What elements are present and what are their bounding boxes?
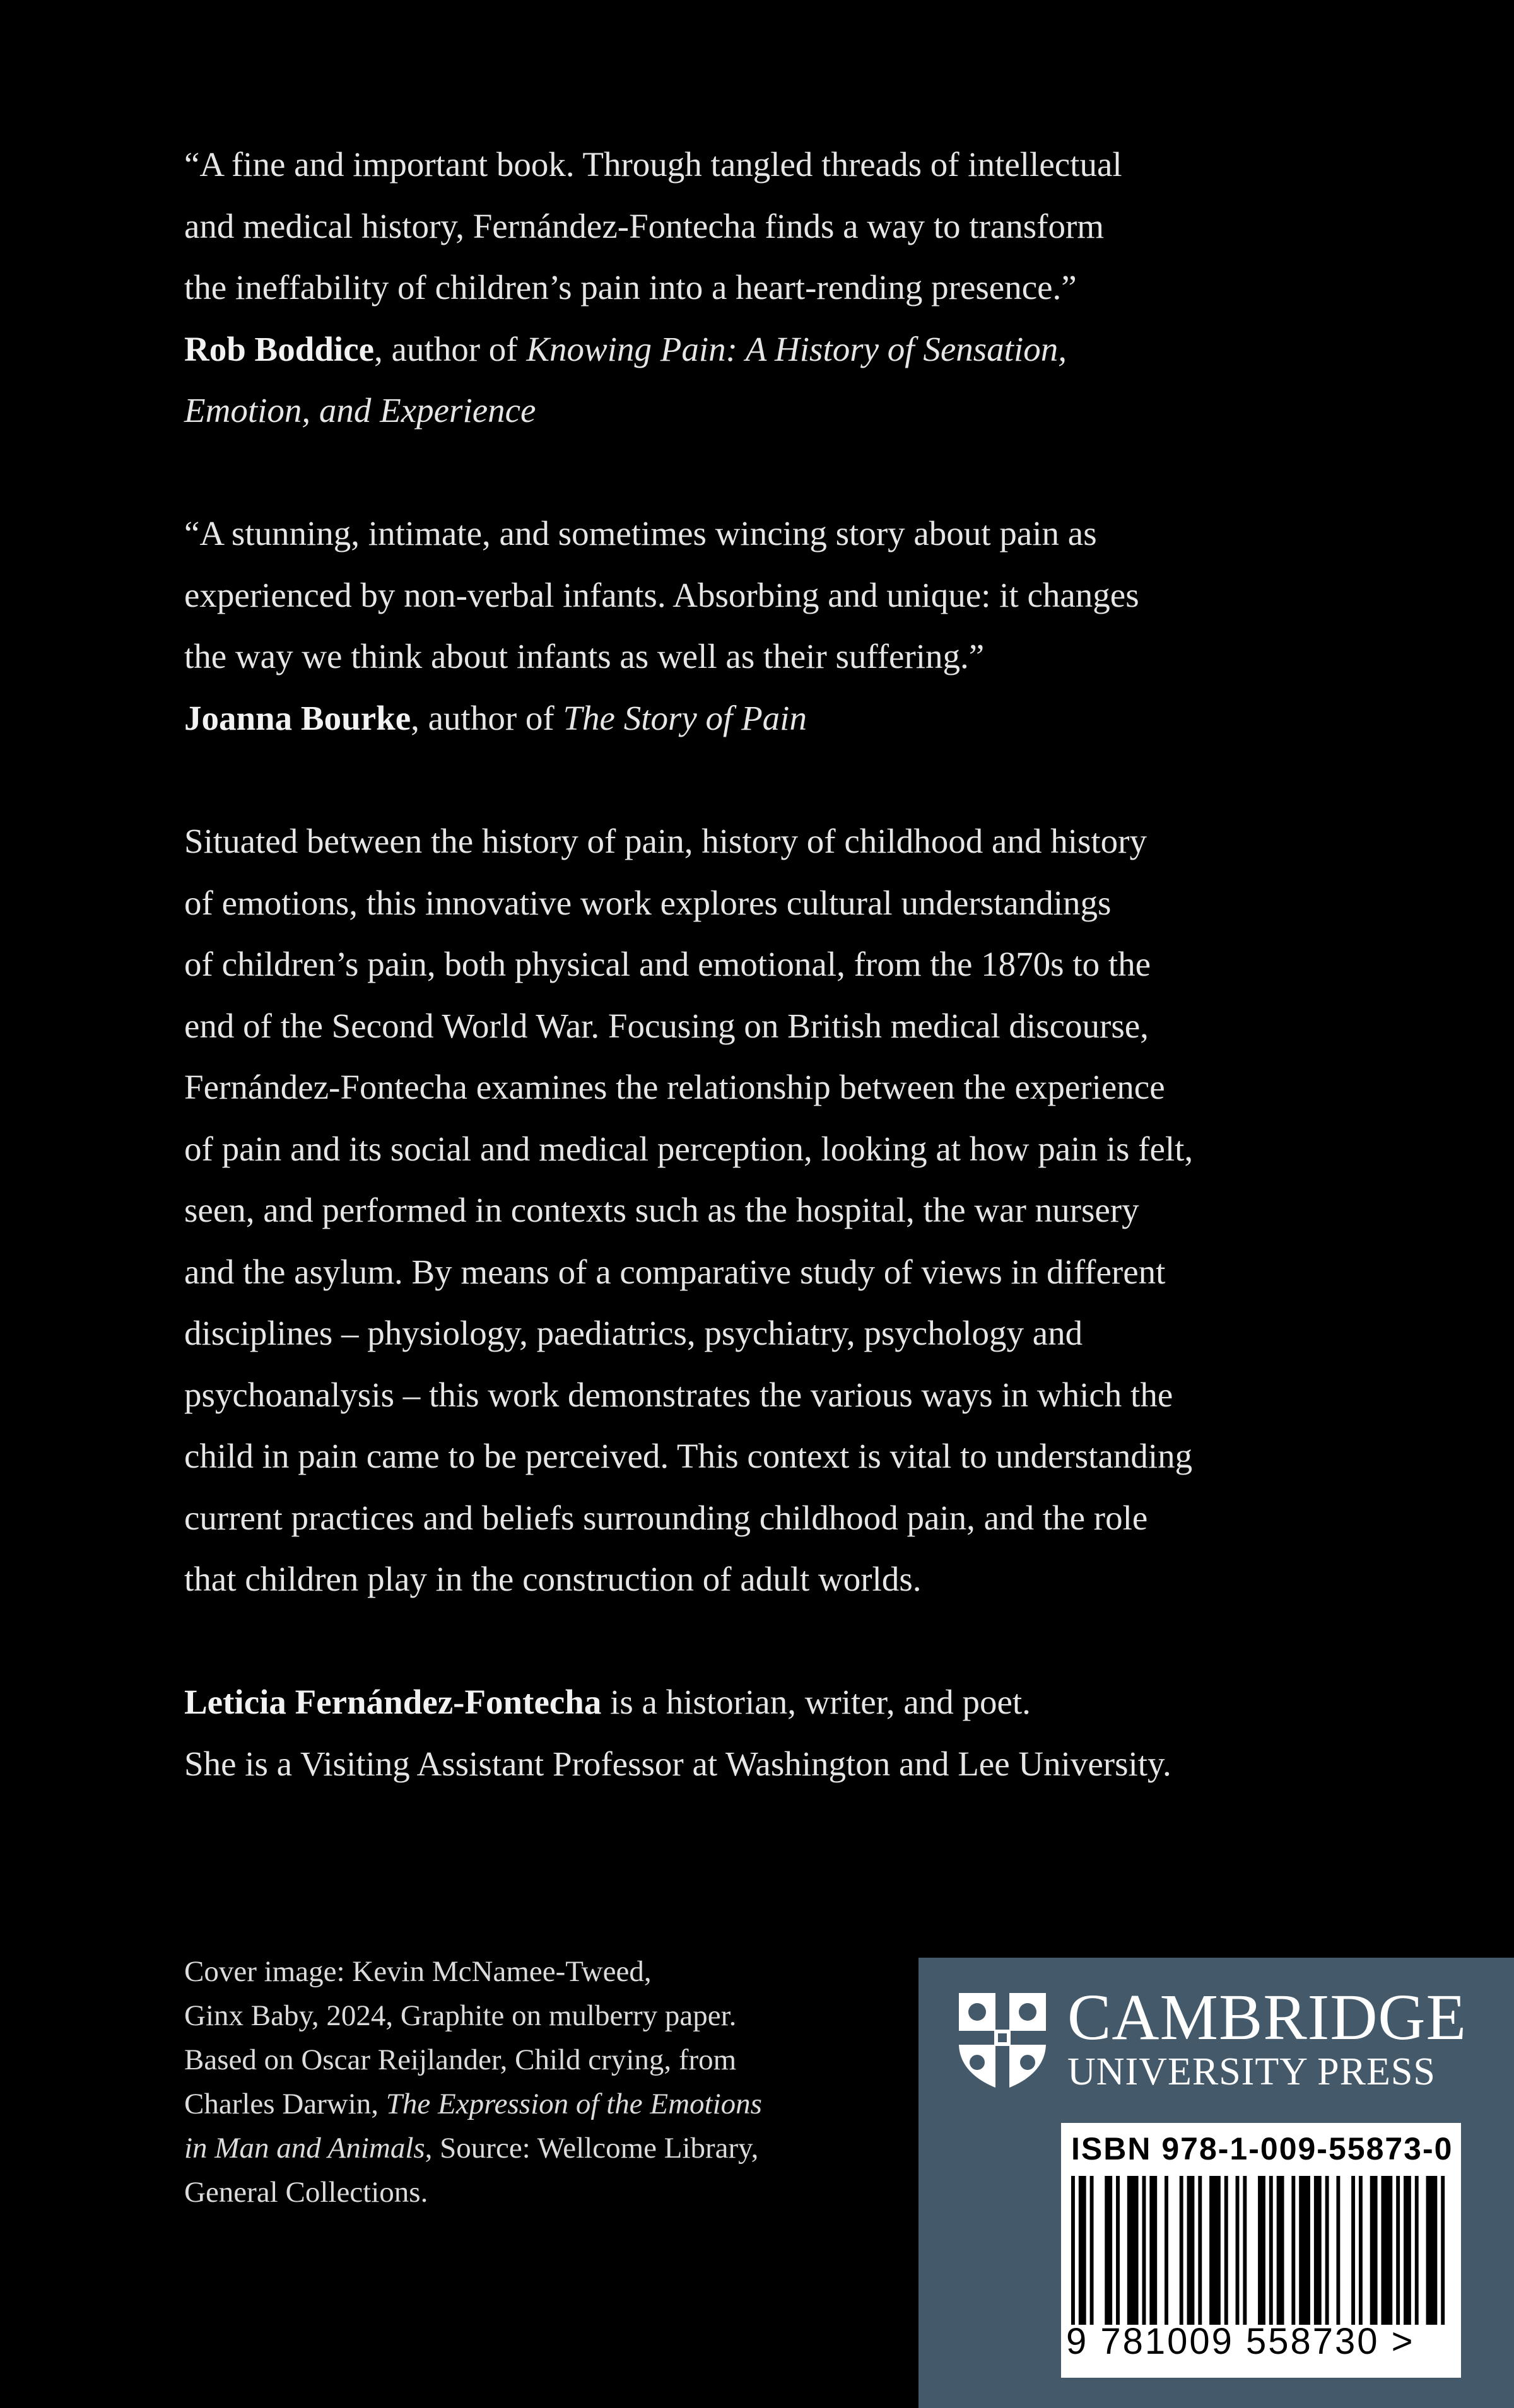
barcode [1061,2123,1461,2378]
bio-line [184,1671,1383,1733]
credit-line: Based on Oscar Reijlander, Child crying, from [184,2043,737,2076]
description-line: Situated between the history of pain, history of childhood and history [184,822,1147,860]
barcode-bar [1127,2176,1139,2325]
credit-line: General Collections. [184,2176,428,2209]
quote-text-line: the ineffability of children’s pain into a heart-rending presence.” [184,268,1077,307]
barcode-bar [1381,2176,1392,2325]
barcode-bar [1277,2176,1284,2325]
publisher-name: CAMBRIDGE [1067,1981,1467,2054]
endorser-book-title-cont: Emotion, and Experience [184,391,536,430]
barcode-bar [1090,2176,1094,2325]
barcode-bar [1291,2176,1295,2325]
description-line: end of the Second World War. Focusing on British medical discourse, [184,1006,1149,1045]
attribution-text: , author of [411,698,563,737]
endorsement-quote-1 [184,134,1383,441]
barcode-bar [1187,2176,1195,2325]
barcode-bar [1079,2176,1086,2325]
barcode-bar [1209,2176,1221,2325]
barcode-bar [1142,2176,1146,2325]
barcode-bar [1404,2176,1411,2325]
barcode-bar [1396,2176,1400,2325]
barcode-bar [1105,2176,1112,2325]
credit-book-title-cont: in Man and Animals [184,2132,425,2165]
barcode-bar [1351,2176,1355,2325]
description-line: disciplines – physiology, paediatrics, psychiatry, psychology and [184,1314,1083,1352]
quote-attribution-cont [184,380,1383,441]
barcode-bar [1165,2176,1168,2325]
credit-book-title: The Expression of the Emotions [385,2088,762,2120]
barcode-bar [1258,2176,1265,2325]
quote-text-line: experienced by non-verbal infants. Absorbing and unique: it changes [184,575,1139,614]
author-bio [184,1671,1383,1794]
quote-attribution [184,319,1383,380]
barcode-bar [1415,2176,1419,2325]
quote-attribution [184,687,1383,749]
credit-line: Cover image: Kevin McNamee-Tweed, [184,1955,652,1988]
description-line: current practices and beliefs surrounding childhood pain, and the role [184,1498,1148,1537]
cover-image-credit [184,1949,853,2214]
author-name: Leticia Fernández-Fontecha [184,1683,602,1721]
isbn-label: ISBN 978-1-009-55873-0 [1071,2131,1453,2166]
description-line: and the asylum. By means of a comparative study of views in different [184,1252,1166,1291]
description-line: of pain and its social and medical perception, looking at how pain is felt, [184,1129,1194,1168]
description-line: that children play in the construction of adult worlds. [184,1560,922,1598]
quote-text-line: “A fine and important book. Through tangled threads of intellectual [184,145,1122,184]
credit-text: , Source: Wellcome Library, [425,2132,759,2165]
quote-text-line: and medical history, Fernández-Fontecha finds a way to transform [184,206,1105,245]
endorser-name: Rob Boddice [184,329,375,368]
barcode-bar [1325,2176,1329,2325]
description-line: seen, and performed in contexts such as the hospital, the war nursery [184,1191,1139,1229]
description-line: of emotions, this innovative work explores cultural understandings [184,883,1112,922]
barcode-bar [1359,2176,1363,2325]
barcode-bar [1224,2176,1228,2325]
bio-text: is a historian, writer, and poet. [601,1683,1031,1721]
barcode-bar [1370,2176,1378,2325]
credit-line [184,2126,853,2170]
quote-text-line: the way we think about infants as well as their suffering.” [184,637,985,675]
publisher-panel [918,1958,1514,2408]
endorser-name: Joanna Bourke [184,698,411,737]
endorsement-quote-2 [184,503,1383,749]
attribution-text: , author of [374,329,527,368]
barcode-bar [1314,2176,1322,2325]
barcode-bar [1269,2176,1273,2325]
description-line: Fernández-Fontecha examines the relationship between the experience [184,1068,1165,1106]
credit-line: Ginx Baby, 2024, Graphite on mulberry paper. [184,1999,737,2032]
barcode-bar [1299,2176,1310,2325]
barcode-bar [1441,2176,1445,2325]
bio-line: She is a Visiting Assistant Professor at Washington and Lee University. [184,1744,1171,1783]
barcode-bars [1071,2176,1452,2325]
endorser-book-title: The Story of Pain [563,698,807,737]
publisher-subtitle: UNIVERSITY PRESS [1067,2050,1436,2093]
credit-line [184,2082,853,2126]
description-line: psychoanalysis – this work demonstrates the various ways in which the [184,1375,1173,1414]
barcode-bar [1426,2176,1438,2325]
barcode-digits: 9 781009 558730 > [1066,2321,1415,2362]
description-line: of children’s pain, both physical and emotional, from the 1870s to the [184,945,1151,983]
barcode-bar [1071,2176,1075,2325]
description-line: child in pain came to be perceived. This context is vital to understanding [184,1437,1193,1475]
credit-text: Charles Darwin, [184,2088,386,2120]
barcode-bar [1243,2176,1247,2325]
cambridge-shield-icon [956,1990,1048,2091]
barcode-bar [1236,2176,1240,2325]
barcode-bar [1180,2176,1183,2325]
barcode-bar [1116,2176,1120,2325]
book-description [184,810,1383,1610]
endorser-book-title: Knowing Pain: A History of Sensation, [526,329,1067,368]
barcode-bar [1198,2176,1202,2325]
quote-text-line: “A stunning, intimate, and sometimes wincing story about pain as [184,514,1097,552]
barcode-bar [1149,2176,1157,2325]
barcode-bar [1336,2176,1340,2325]
